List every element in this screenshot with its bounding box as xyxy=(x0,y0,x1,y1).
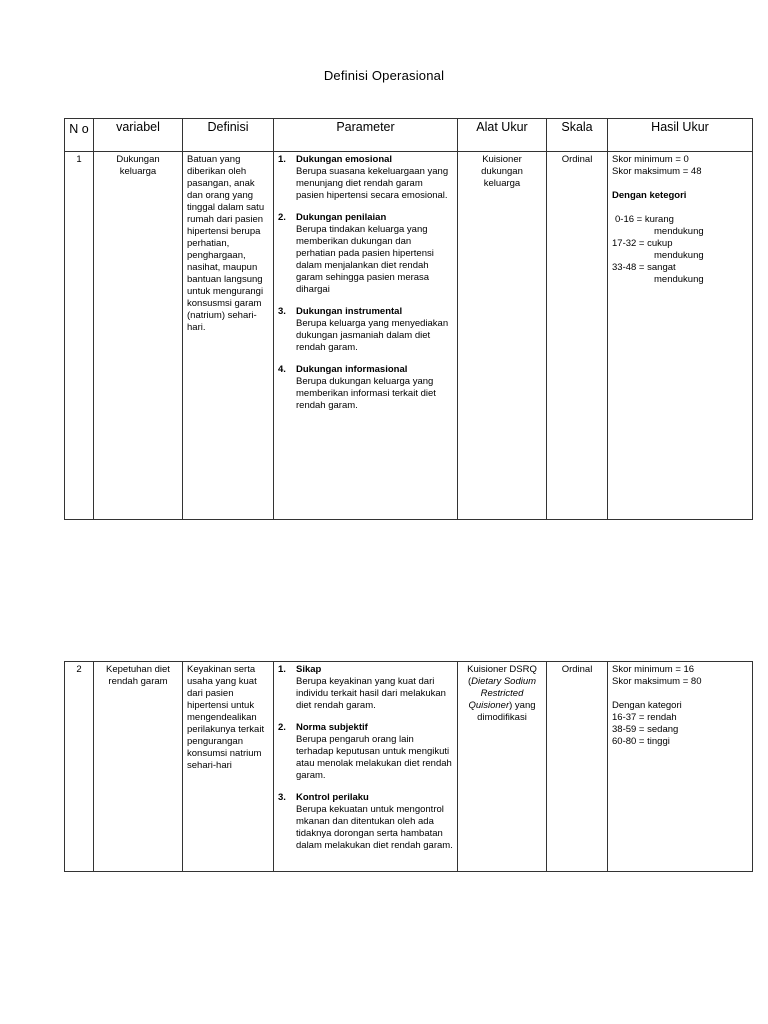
row-definisi: Keyakinan serta usaha yang kuat dari pasien hipertensi untuk mengendealikan perilakunya terkait pengurangan konsumsi natrium sehari-hari xyxy=(183,662,274,872)
parameter-item: 3. Kontrol perilaku Berupa kekuatan untuk mengontrol mkanan dan ditentukan oleh ada tidaknya dorongan serta hambatan dalam melakukan diet rendah garam. xyxy=(278,792,453,851)
header-variabel: variabel xyxy=(94,119,183,152)
row-variabel: Kepetuhan diet rendah garam xyxy=(94,662,183,872)
row-no: 1 xyxy=(65,152,94,520)
row-alat-ukur: Kuisioner dukungan keluarga xyxy=(458,152,547,520)
parameter-item: 4. Dukungan informasional Berupa dukungan keluarga yang memberikan informasi terkait diet rendah garam. xyxy=(278,364,436,411)
row-parameter xyxy=(274,152,458,520)
row-skala: Ordinal xyxy=(547,152,608,520)
table-row xyxy=(65,662,753,872)
hasil-kategori-1: 16-37 = rendah xyxy=(612,712,677,723)
header-skala: Skala xyxy=(547,119,608,152)
row-hasil-ukur xyxy=(608,662,753,872)
parameter-item: 1. Sikap Berupa keyakinan yang kuat dari individu terkait hasil dari melakukan diet rendah garam. xyxy=(278,664,446,711)
row-definisi: Batuan yang diberikan oleh pasangan, anak dan orang yang tinggal dalam satu rumah dari pasien hipertensi berupa perhatian, penghargaan, nasihat, maupun bantuan langsung untuk mengurangi konsusmsi garam (natrium) sehari-hari. xyxy=(183,152,274,520)
header-alat-ukur: Alat Ukur xyxy=(458,119,547,152)
header-no: N o xyxy=(65,119,94,152)
hasil-kategori-label: Dengan ketegori xyxy=(612,190,687,201)
hasil-kategori-3: 60-80 = tinggi xyxy=(612,736,670,747)
hasil-kategori-2: 17-32 = cukup xyxy=(612,238,673,249)
row-alat-ukur: Kuisioner DSRQ (Dietary Sodium Restricted Quisioner) yang dimodifikasi xyxy=(458,662,547,872)
hasil-min: Skor minimum = 0 xyxy=(612,154,689,165)
page-title: Definisi Operasional xyxy=(323,68,445,83)
hasil-kategori-1: 0-16 = kurang xyxy=(615,214,674,225)
parameter-item: 3. Dukungan instrumental Berupa keluarga yang menyediakan dukungan jasmaniah dalam diet rendah garam. xyxy=(278,306,449,353)
hasil-max: Skor maksimum = 80 xyxy=(612,676,702,687)
parameter-item: 2. Norma subjektif Berupa pengaruh orang lain terhadap keputusan untuk mengikuti atau menolak melakukan diet rendah garam. xyxy=(278,722,452,781)
table-header-row xyxy=(65,119,753,152)
row-skala: Ordinal xyxy=(547,662,608,872)
hasil-kategori-2: 38-59 = sedang xyxy=(612,724,679,735)
row-parameter xyxy=(274,662,458,872)
header-parameter: Parameter xyxy=(274,119,458,152)
row-hasil-ukur xyxy=(608,152,753,520)
hasil-kategori-label: Dengan kategori xyxy=(612,700,682,711)
parameter-item: 2. Dukungan penilaian Berupa tindakan keluarga yang memberikan dukungan dan perhatian pada pasien hipertensi dalam menjalankan diet rendah garam sehingga pasien merasa dihargai xyxy=(278,212,434,295)
table-row xyxy=(65,152,753,520)
hasil-max: Skor maksimum = 48 xyxy=(612,166,702,177)
parameter-item: 1. Dukungan emosional Berupa suasana kekeluargaan yang menunjang diet rendah garam pasien hipertensi secara emosional. xyxy=(278,154,449,201)
hasil-kategori-1b: mendukung xyxy=(654,226,704,237)
hasil-kategori-2b: mendukung xyxy=(654,250,704,261)
definisi-table-2 xyxy=(64,661,753,872)
hasil-kategori-3b: mendukung xyxy=(654,274,704,285)
row-variabel: Dukungan keluarga xyxy=(94,152,183,520)
header-definisi: Definisi xyxy=(183,119,274,152)
hasil-kategori-3: 33-48 = sangat xyxy=(612,262,676,273)
definisi-table-1 xyxy=(64,118,753,520)
row-no: 2 xyxy=(65,662,94,872)
hasil-min: Skor minimum = 16 xyxy=(612,664,695,675)
header-hasil-ukur: Hasil Ukur xyxy=(608,119,753,152)
